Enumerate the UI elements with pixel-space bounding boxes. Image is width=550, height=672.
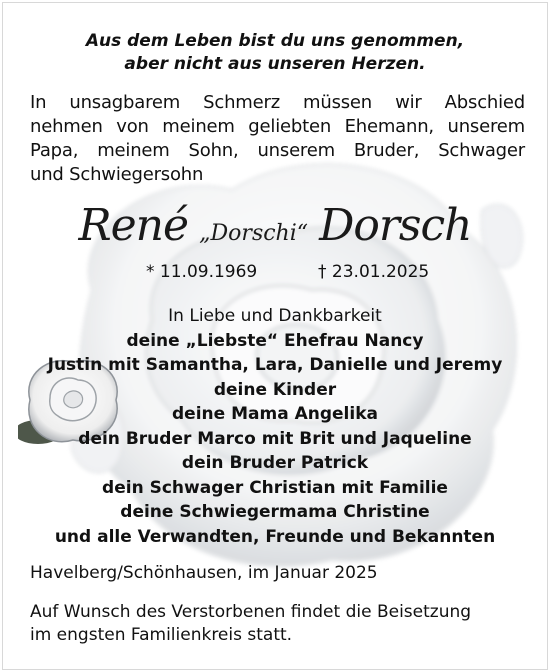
mourner-line: dein Bruder Patrick [181,453,369,473]
burial-note [30,601,525,647]
death-date: † 23.01.2025 [318,262,430,282]
intro-line-3: Papa, meinem Sohn, unserem Bruder, Schwager [30,140,525,161]
deceased-name [0,200,550,264]
place-and-date: Havelberg/Schönhausen, im Januar 2025 [30,563,378,583]
mourner-line: und alle Verwandten, Freunde und Bekannten [54,526,496,547]
mourner-line: deine Mama Angelika [172,404,378,424]
intro-line-2: nehmen von meinem geliebten Ehemann, unserem [30,116,525,137]
motto-line-2: aber nicht aus unseren Herzen. [124,54,426,74]
burial-note-line-2: im engsten Familienkreis statt. [30,625,293,645]
first-name: René [78,200,189,251]
motto [0,30,550,76]
birth-date: * 11.09.1969 [146,262,258,282]
motto-line-1: Aus dem Leben bist du uns genommen, [85,31,465,51]
intro-line-1: In unsagbarem Schmerz müssen wir Abschied [30,92,525,113]
burial-note-line-1: Auf Wunsch des Verstorbenen findet die Beisetzung [30,602,472,622]
mourner-line: dein Bruder Marco mit Brit und Jaqueline [78,428,472,449]
mourner-line: deine „Liebste“ Ehefrau Nancy [126,330,424,351]
mourner-line: dein Schwager Christian mit Familie [102,477,448,498]
mourner-line: deine Schwiegermama Christine [120,502,430,522]
intro-paragraph [30,91,525,187]
intro-line-4: und Schwiegersohn [30,164,204,185]
mourner-line: deine Kinder [213,379,337,400]
last-name: Dorsch [319,200,472,251]
nickname: „Dorschi“ [199,221,309,246]
mourner-line: Justin mit Samantha, Lara, Danielle und Jeremy [47,355,503,375]
mourners-heading: In Liebe und Dankbarkeit [168,306,382,326]
mourners-list [0,304,550,549]
